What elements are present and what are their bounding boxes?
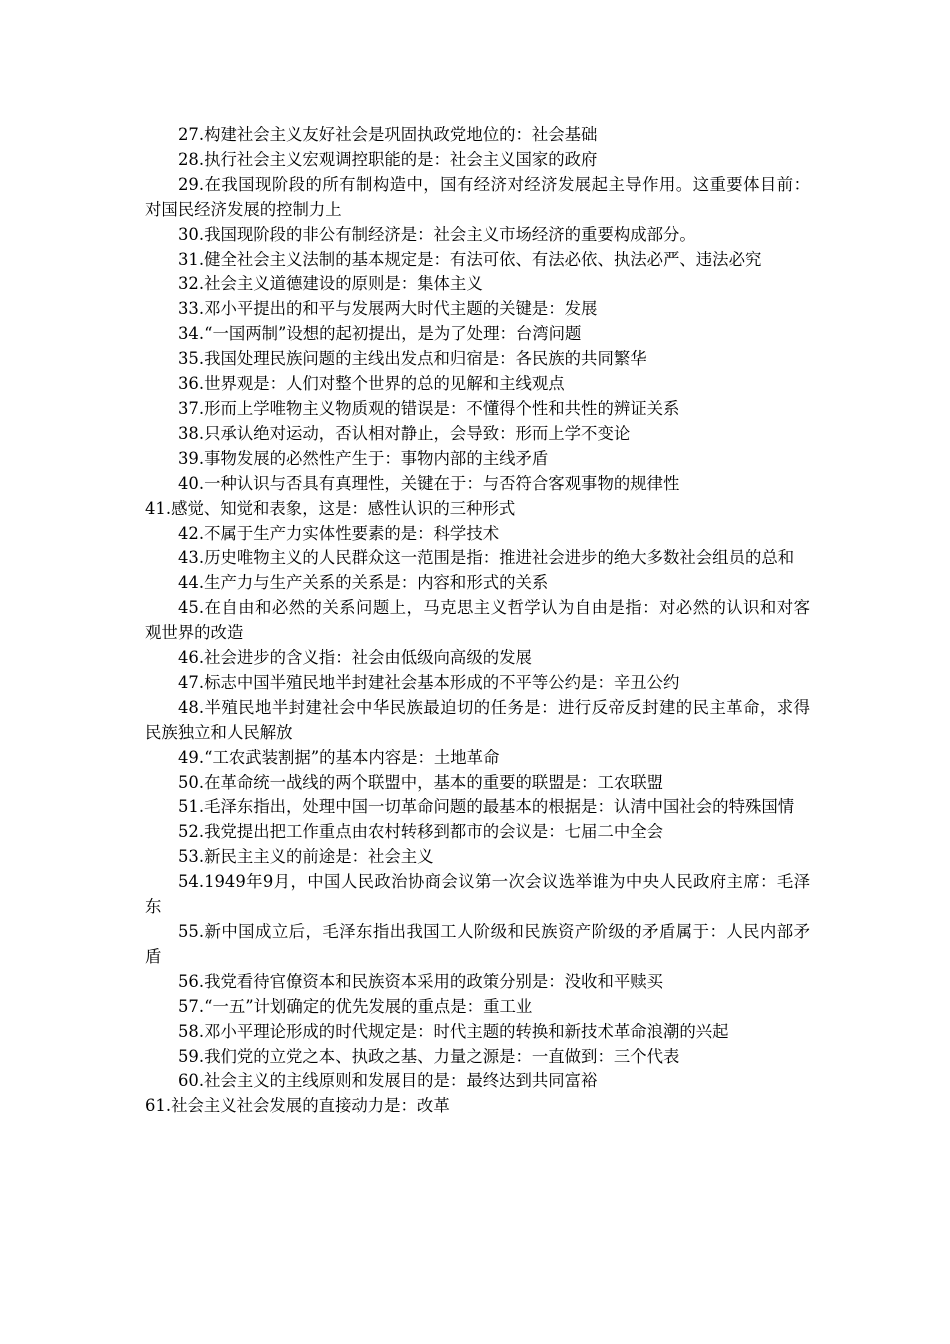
list-item: 61.社会主义社会发展的直接动力是：改革 <box>145 1096 450 1116</box>
list-item: 46.社会进步的含义指：社会由低级向高级的发展 <box>178 648 532 668</box>
list-item: 36.世界观是：人们对整个世界的总的见解和主线观点 <box>178 374 565 394</box>
list-item: 33.邓小平提出的和平与发展两大时代主题的关键是：发展 <box>178 299 598 319</box>
list-item: 42.不属于生产力实体性要素的是：科学技术 <box>178 523 500 543</box>
list-item: 35.我国处理民族问题的主线出发点和归宿是：各民族的共同繁华 <box>178 349 647 369</box>
list-item: 50.在革命统一战线的两个联盟中，基本的重要的联盟是：工农联盟 <box>178 772 664 792</box>
list-item: 43.历史唯物主义的人民群众这一范围是指：推进社会进步的绝大多数社会组员的总和 <box>178 548 795 568</box>
list-item: 27.构建社会主义友好社会是巩固执政党地位的：社会基础 <box>178 125 598 144</box>
list-item: 52.我党提出把工作重点由农村转移到都市的会议是：七届二中全会 <box>178 822 664 842</box>
list-item: 48.半殖民地半封建社会中华民族最迫切的任务是：进行反帝反封建的民主革命，求得民族独立和人民解放 <box>145 697 810 742</box>
list-item: 29.在我国现阶段的所有制构造中，国有经济对经济发展起主导作用。这重要体目前：对国民经济发展的控制力上 <box>145 174 810 219</box>
list-item: 55.新中国成立后，毛泽东指出我国工人阶级和民族资产阶级的矛盾属于：人民内部矛盾 <box>145 922 810 966</box>
list-item: 58.邓小平理论形成的时代规定是：时代主题的转换和新技术革命浪潮的兴起 <box>178 1021 729 1041</box>
list-item: 54.1949年9月，中国人民政治协商会议第一次会议选举谁为中央人民政府主席：毛泽东 <box>145 872 810 917</box>
list-item: 49.“工农武装割据”的基本内容是：土地革命 <box>178 747 500 767</box>
list-item: 44.生产力与生产关系的关系是：内容和形式的关系 <box>178 573 549 593</box>
list-item: 57.“一五”计划确定的优先发展的重点是：重工业 <box>178 996 533 1016</box>
list-item: 51.毛泽东指出，处理中国一切革命问题的最基本的根据是：认清中国社会的特殊国情 <box>178 797 795 817</box>
list-item: 47.标志中国半殖民地半封建社会基本形成的不平等公约是：辛丑公约 <box>178 672 680 692</box>
list-item: 31.健全社会主义法制的基本规定是：有法可依、有法必依、执法必严、违法必究 <box>178 249 762 269</box>
list-item: 28.执行社会主义宏观调控职能的是：社会主义国家的政府 <box>178 149 598 169</box>
list-item: 56.我党看待官僚资本和民族资本采用的政策分别是：没收和平赎买 <box>178 971 664 991</box>
list-item: 34.“一国两制”设想的起初提出，是为了处理：台湾问题 <box>178 324 582 344</box>
list-item: 37.形而上学唯物主义物质观的错误是：不懂得个性和共性的辨证关系 <box>178 398 680 418</box>
document-page <box>145 123 810 1119</box>
list-item: 32.社会主义道德建设的原则是：集体主义 <box>178 274 483 294</box>
list-item: 59.我们党的立党之本、执政之基、力量之源是：一直做到：三个代表 <box>178 1046 680 1066</box>
list-item: 45.在自由和必然的关系问题上，马克思主义哲学认为自由是指：对必然的认识和对客观世界的改造 <box>145 598 810 643</box>
list-item: 40.一种认识与否具有真理性，关键在于：与否符合客观事物的规律性 <box>178 473 680 493</box>
list-item: 41.感觉、知觉和表象，这是：感性认识的三种形式 <box>145 498 516 518</box>
list-item: 53.新民主主义的前途是：社会主义 <box>178 847 434 867</box>
list-item: 38.只承认绝对运动，否认相对静止，会导致：形而上学不变论 <box>178 423 631 443</box>
list-item: 30.我国现阶段的非公有制经济是：社会主义市场经济的重要构成部分。 <box>178 224 696 244</box>
list-item: 39.事物发展的必然性产生于：事物内部的主线矛盾 <box>178 448 549 468</box>
list-item: 60.社会主义的主线原则和发展目的是：最终达到共同富裕 <box>178 1071 598 1091</box>
